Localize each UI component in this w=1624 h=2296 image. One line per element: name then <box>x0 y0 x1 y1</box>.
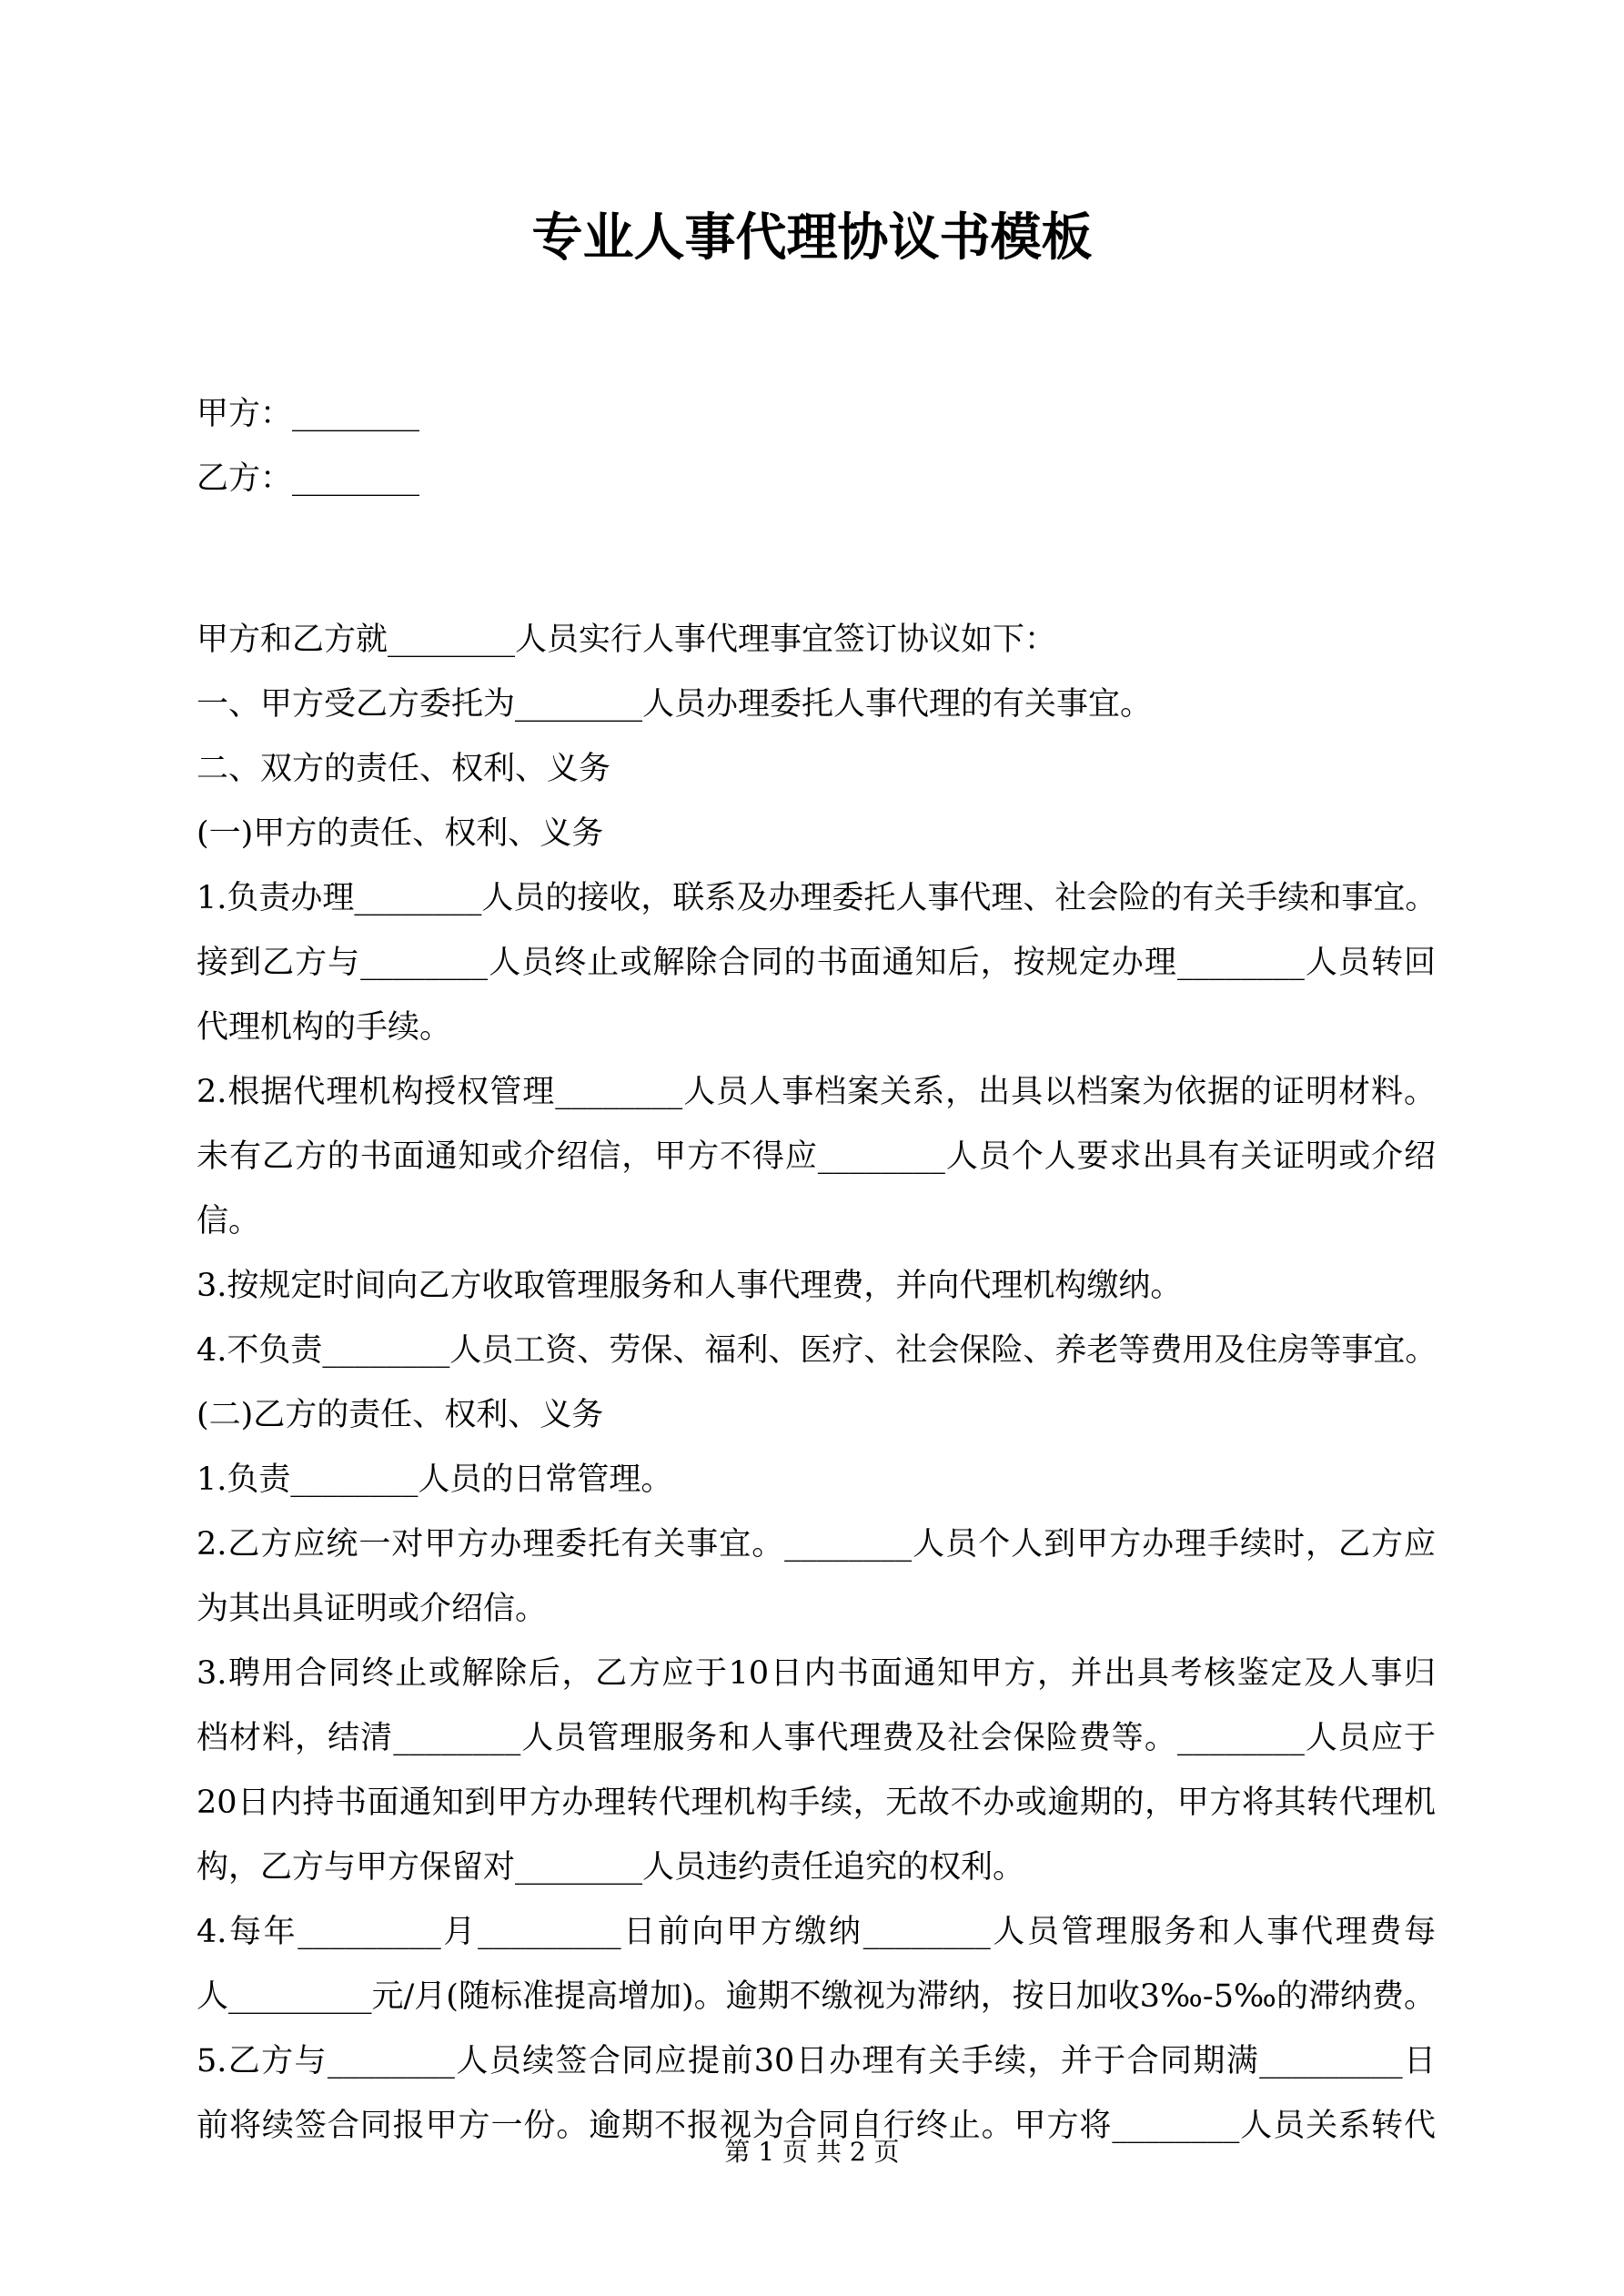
party-b-line: 乙方：________ <box>197 460 420 497</box>
section-heading-2: 二、双方的责任、权利、义务 <box>197 751 611 787</box>
text-line-5: 1.负责办理________人员的接收，联系及办理委托人事代理、社会险的有关手续和事宜。 <box>197 880 1437 916</box>
document-body <box>197 382 1436 2159</box>
text-line-2: 一、甲方受乙方委托为________人员办理委托人事代理的有关事宜。 <box>197 686 1153 723</box>
party-a-line: 甲方：________ <box>197 396 420 432</box>
text-line-15: 2.乙方应统一对甲方办理委托有关事宜。________人员个人到甲方办理手续时，乙方应 <box>197 1526 1436 1563</box>
text-line-6: 接到乙方与________人员终止或解除合同的书面通知后，按规定办理________人员转回 <box>197 945 1436 981</box>
text-line-16: 为其出具证明或介绍信。 <box>197 1591 548 1627</box>
document-title: 专业人事代理协议书模板 <box>531 208 1093 268</box>
subsection-heading-party-a: (一)甲方的责任、权利、义务 <box>197 815 604 852</box>
text-line-1: 甲方和乙方就________人员实行人事代理事宜签订协议如下： <box>197 622 1057 658</box>
text-line-23: 5.乙方与________人员续签合同应提前30日办理有关手续，并于合同期满_________日 <box>197 2043 1436 2079</box>
text-line-10: 信。 <box>197 1203 261 1239</box>
text-line-18: 档材料，结清________人员管理服务和人事代理费及社会保险费等。________人员应于 <box>197 1720 1436 1756</box>
paragraph-gap <box>197 511 1436 608</box>
text-line-9: 未有乙方的书面通知或介绍信，甲方不得应________人员个人要求出具有关证明或介绍 <box>197 1138 1436 1175</box>
text-line-11: 3.按规定时间向乙方收取管理服务和人事代理费，并向代理机构缴纳。 <box>197 1268 1183 1304</box>
text-line-12: 4.不负责________人员工资、劳保、福利、医疗、社会保险、养老等费用及住房等事宜。 <box>197 1332 1437 1369</box>
text-line-8: 2.根据代理机构授权管理________人员人事档案关系，出具以档案为依据的证明材料。 <box>197 1074 1436 1110</box>
text-line-24: 前将续签合同报甲方一份。逾期不报视为合同自行终止。甲方将________人员关系转代 <box>197 2108 1436 2144</box>
text-line-17: 3.聘用合同终止或解除后，乙方应于10日内书面通知甲方，并出具考核鉴定及人事归 <box>197 1655 1436 1692</box>
text-line-7: 代理机构的手续。 <box>197 1009 452 1046</box>
text-line-22: 人_________元/月(随标准提高增加)。逾期不缴视为滞纳，按日加收3‰-5‰的滞纳费。 <box>197 1978 1436 2015</box>
subsection-heading-party-b: (二)乙方的责任、权利、义务 <box>197 1397 604 1433</box>
text-line-19: 20日内持书面通知到甲方办理转代理机构手续，无故不办或逾期的，甲方将其转代理机 <box>197 1785 1436 1821</box>
text-line-20: 构，乙方与甲方保留对________人员违约责任追究的权利。 <box>197 1849 1025 1886</box>
page-footer: 第 1 页 共 2 页 <box>724 2137 900 2167</box>
text-line-14: 1.负责________人员的日常管理。 <box>197 1462 673 1498</box>
text-line-21: 4.每年_________月_________日前向甲方缴纳________人员管理服务和人事代理费每 <box>197 1914 1436 1950</box>
